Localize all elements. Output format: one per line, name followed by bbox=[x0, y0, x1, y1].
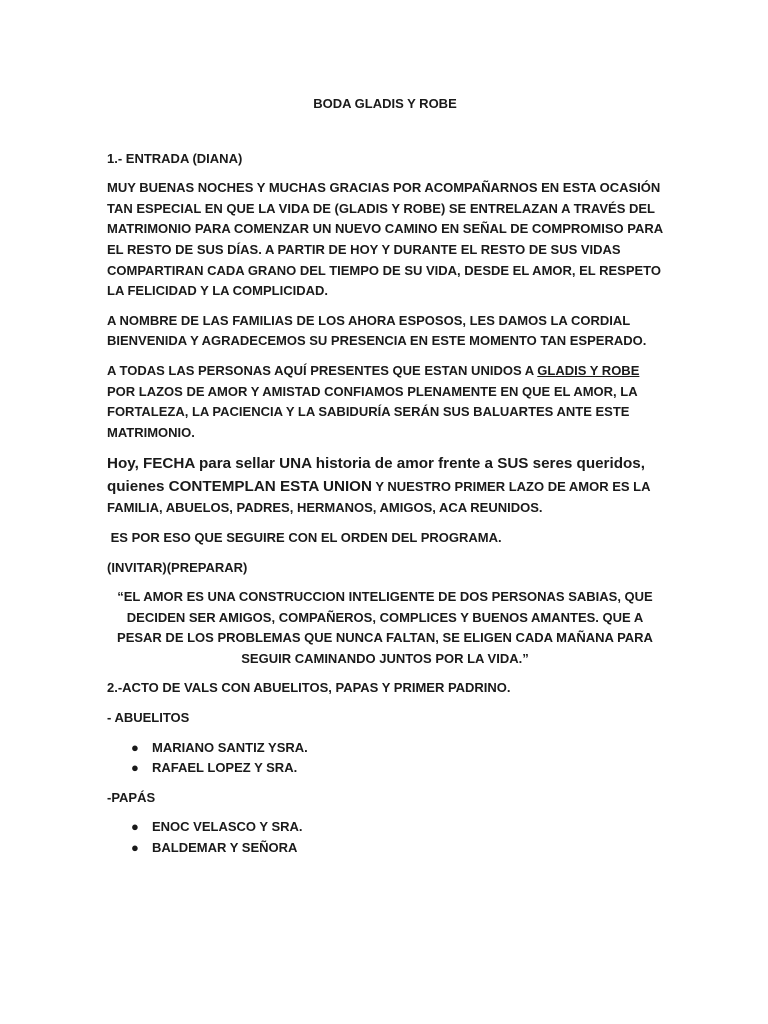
paragraph-invite-prepare: (INVITAR)(PREPARAR) bbox=[107, 559, 248, 575]
paragraph-program: ES POR ESO QUE SEGUIRE CON EL ORDEN DEL PROGRAMA. bbox=[107, 529, 502, 545]
list-item bbox=[107, 738, 663, 759]
paragraph-today-large: Hoy, FECHA para sellar UNA historia de amor frente a SUS seres queridos, quienes CONTEMPLAN ESTA UNION bbox=[107, 455, 645, 496]
list-item-text: BALDEMAR Y SEÑORA bbox=[152, 840, 298, 856]
document-title: BODA GLADIS Y ROBE bbox=[313, 96, 457, 111]
paragraph-guests-end: POR LAZOS DE AMOR Y AMISTAD CONFIAMOS PLENAMENTE EN QUE EL AMOR, LA FORTALEZA, LA PACIENCIA Y LA SABIDURÍA SERÁN SUS BALUARTES ANTE ESTE MATRIMONIO. bbox=[107, 383, 638, 440]
abuelitos-list bbox=[107, 738, 663, 779]
list-item bbox=[107, 758, 663, 779]
list-item-text: MARIANO SANTIZ YSRA. bbox=[152, 739, 308, 755]
abuelitos-label: - ABUELITOS bbox=[107, 710, 190, 726]
papas-list bbox=[107, 817, 663, 858]
paragraph-today bbox=[107, 452, 663, 519]
section-2-heading: 2.-ACTO DE VALS CON ABUELITOS, PAPAS Y PRIMER PADRINO. bbox=[107, 680, 511, 696]
paragraph-today-rest: Y NUESTRO PRIMER LAZO DE AMOR ES LA FAMILIA, ABUELOS, PADRES, HERMANOS, AMIGOS, ACA REUNIDOS. bbox=[107, 479, 651, 516]
paragraph-guests-start: A TODAS LAS PERSONAS AQUÍ PRESENTES QUE ESTAN UNIDOS A bbox=[107, 362, 538, 378]
bullet-icon: ● bbox=[131, 819, 139, 835]
bullet-icon: ● bbox=[131, 760, 139, 776]
list-item bbox=[107, 838, 663, 859]
list-item bbox=[107, 817, 663, 838]
paragraph-welcome: MUY BUENAS NOCHES Y MUCHAS GRACIAS POR ACOMPAÑARNOS EN ESTA OCASIÓN TAN ESPECIAL EN QUE LA VIDA DE (GLADIS Y ROBE) SE ENTRELAZAN A TRAVÉS DEL MATRIMONIO PARA COMENZAR UN NUEVO CAMINO EN SEÑAL DE COMPROMISO PARA EL RESTO DE SUS DÍAS. A PARTIR DE HOY Y DURANTE EL RESTO DE SUS VIDAS COMPARTIRAN CADA GRANO DEL TIEMPO DE SU VIDA, DESDE EL AMOR, EL RESPETO LA FELICIDAD Y LA COMPLICIDAD. bbox=[107, 180, 663, 299]
list-item-text: RAFAEL LOPEZ Y SRA. bbox=[152, 760, 298, 776]
bullet-icon: ● bbox=[131, 840, 139, 856]
section-1-heading: 1.- ENTRADA (DIANA) bbox=[107, 150, 243, 166]
paragraph-families: A NOMBRE DE LAS FAMILIAS DE LOS AHORA ESPOSOS, LES DAMOS LA CORDIAL BIENVENIDA Y AGRADECEMOS SU PRESENCIA EN ESTE MOMENTO TAN ESPERADO. bbox=[107, 312, 647, 349]
paragraph-guests bbox=[107, 361, 663, 443]
list-item-text: ENOC VELASCO Y SRA. bbox=[152, 819, 303, 835]
papas-label: -PAPÁS bbox=[107, 789, 156, 805]
couple-names-underlined: GLADIS Y ROBE bbox=[537, 362, 640, 378]
love-quote: “EL AMOR ES UNA CONSTRUCCION INTELIGENTE DE DOS PERSONAS SABIAS, QUE DECIDEN SER AMIGOS, COMPAÑEROS, COMPLICES Y BUENOS AMANTES. QUE A PESAR DE LOS PROBLEMAS QUE NUNCA FALTAN, SE ELIGEN CADA MAÑANA PARA SEGUIR CAMINANDO JUNTOS POR LA VIDA.” bbox=[117, 589, 653, 666]
document-body bbox=[107, 94, 663, 868]
bullet-icon: ● bbox=[131, 739, 139, 755]
